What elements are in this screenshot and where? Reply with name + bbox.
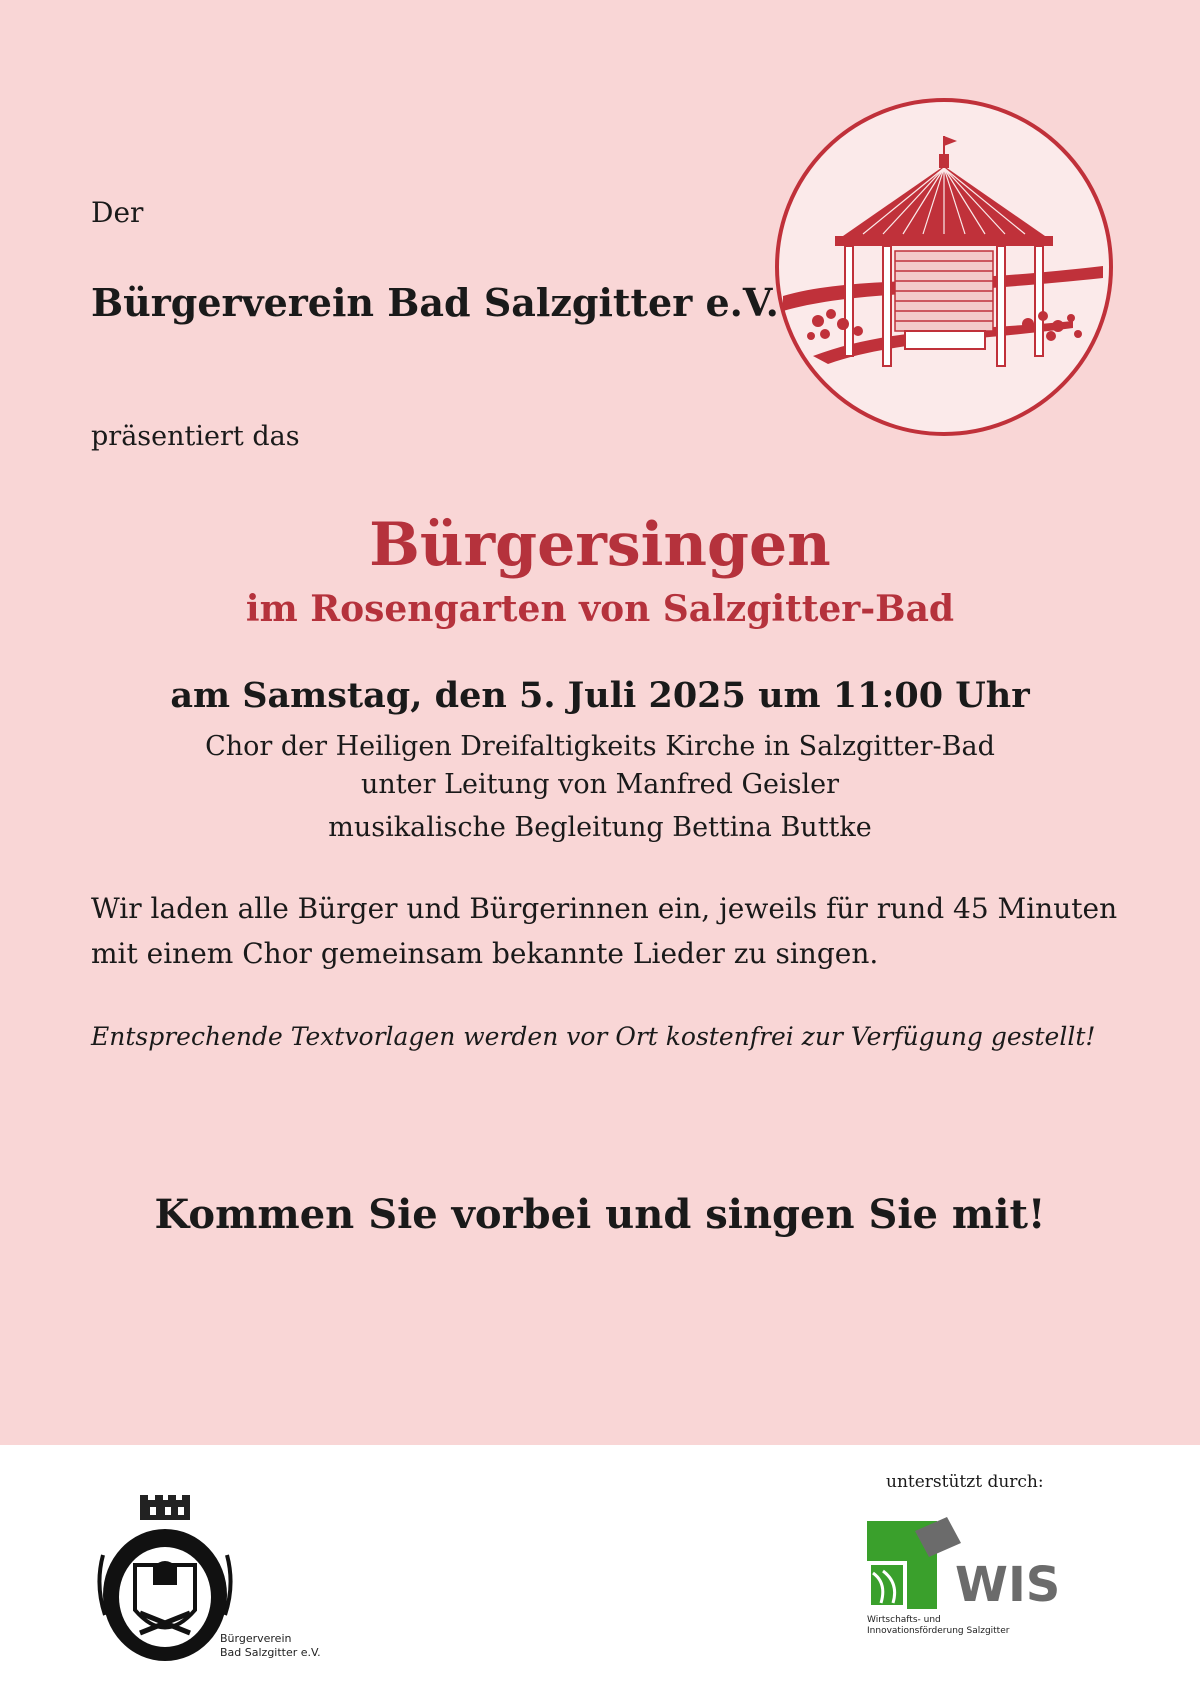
crest-caption-line-1: Bürgerverein (220, 1632, 292, 1645)
sponsor-subline-2: Innovationsförderung Salzgitter (867, 1626, 1010, 1636)
town-crest-icon (95, 1495, 235, 1665)
invitation-line-1: Wir laden alle Bürger und Bürgerinnen ein, jeweils für rund 45 Minuten (91, 892, 1118, 925)
wis-logo-text: WIS (955, 1557, 1061, 1613)
lyrics-note: Entsprechende Textvorlagen werden vor Ort kostenfrei zur Verfügung gestellt! (91, 1022, 1096, 1051)
wis-logo-icon (867, 1513, 1067, 1613)
sponsor-subline-1: Wirtschafts- und (867, 1615, 941, 1625)
event-title: Bürgersingen (369, 510, 831, 580)
crest-caption (220, 1632, 321, 1660)
sponsor-subline (867, 1615, 1067, 1637)
accompaniment-line: musikalische Begleitung Bettina Buttke (328, 812, 872, 843)
intro-text: Der (91, 196, 144, 229)
supported-by-label: unterstützt durch: (886, 1472, 1044, 1492)
organization-name: Bürgerverein Bad Salzgitter e.V. (91, 280, 779, 325)
invitation-line-2: mit einem Chor gemeinsam bekannte Lieder zu singen. (91, 937, 879, 970)
choir-line: Chor der Heiligen Dreifaltigkeits Kirche in Salzgitter-Bad (205, 731, 995, 762)
conductor-line: unter Leitung von Manfred Geisler (360, 769, 840, 800)
presents-text: präsentiert das (91, 421, 300, 452)
event-subtitle: im Rosengarten von Salzgitter-Bad (245, 588, 955, 630)
closing-call: Kommen Sie vorbei und singen Sie mit! (154, 1191, 1046, 1238)
event-date: am Samstag, den 5. Juli 2025 um 11:00 Uhr (170, 675, 1030, 716)
pavilion-rose-garden-icon (773, 96, 1115, 438)
crest-caption-line-2: Bad Salzgitter e.V. (220, 1646, 321, 1659)
